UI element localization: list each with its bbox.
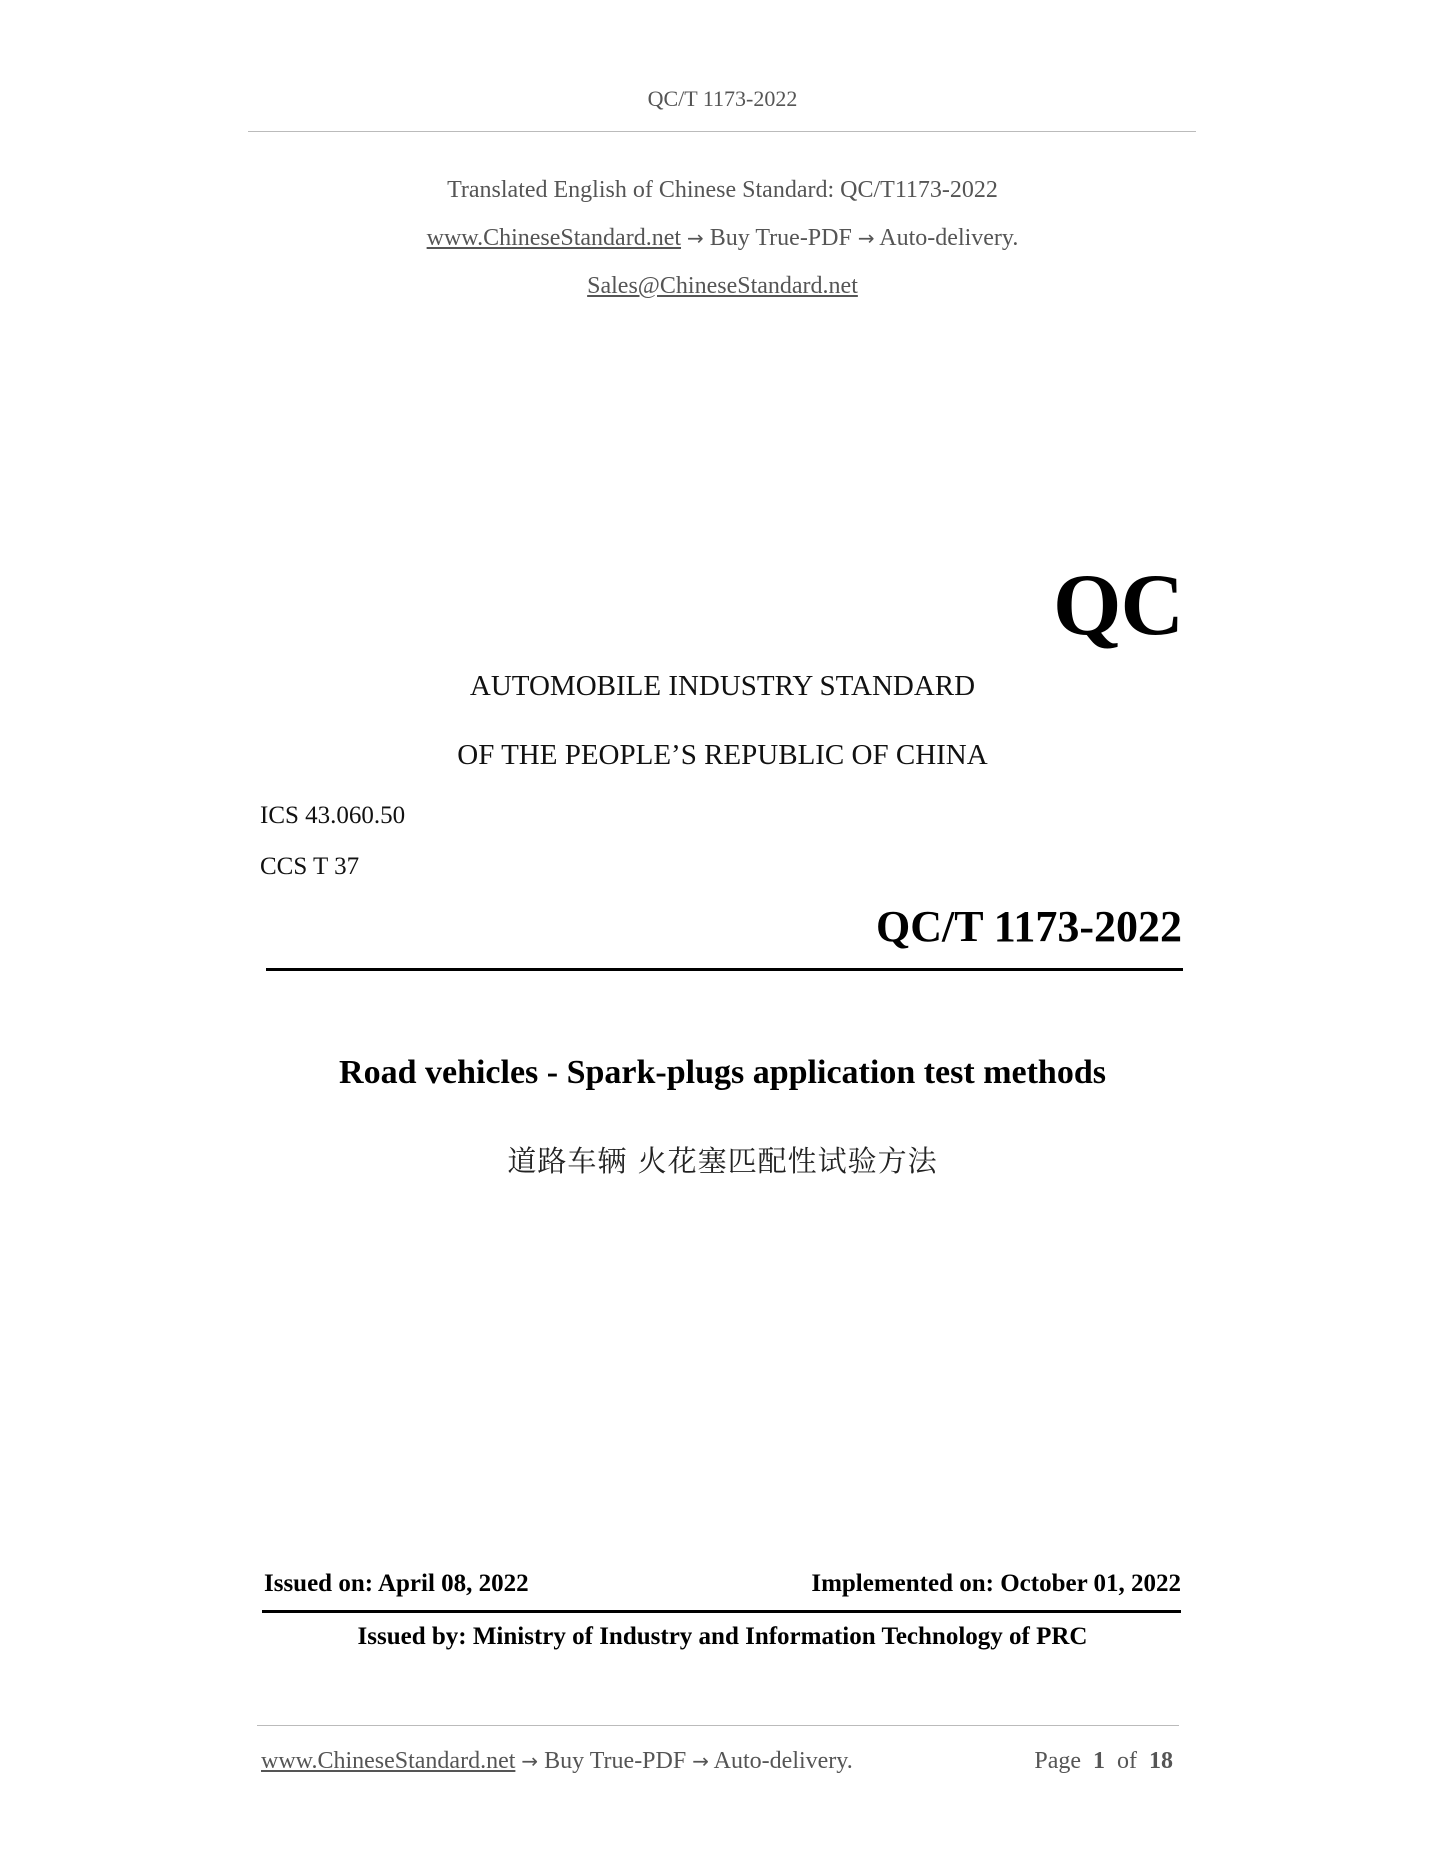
issue-divider [262, 1610, 1181, 1613]
document-title-en: Road vehicles - Spark-plugs application test methods [339, 1054, 1106, 1091]
footer-buy-text: Buy True-PDF [544, 1748, 687, 1774]
email-row [0, 273, 1445, 300]
delivery-text: Auto-delivery. [879, 225, 1019, 251]
purchase-promo [0, 225, 1445, 252]
header-divider [248, 131, 1196, 132]
arrow-right-icon: → [692, 1749, 709, 1773]
footer-site-link[interactable]: www.ChineseStandard.net [261, 1748, 516, 1774]
buy-text: Buy True-PDF [709, 225, 852, 251]
footer-promo [261, 1748, 853, 1775]
issued-on-date: Issued on: April 08, 2022 [264, 1570, 529, 1597]
footer-divider [257, 1725, 1179, 1726]
page-word: Page [1034, 1748, 1081, 1774]
ics-code: ICS 43.060.50 [260, 802, 406, 829]
footer-delivery-text: Auto-delivery. [713, 1748, 853, 1774]
page-indicator [1034, 1748, 1173, 1775]
issued-by: Issued by: Ministry of Industry and Information Technology of PRC [357, 1623, 1088, 1650]
site-link[interactable]: www.ChineseStandard.net [426, 225, 682, 251]
page-total: 18 [1149, 1748, 1173, 1774]
standard-title-line1: AUTOMOBILE INDUSTRY STANDARD [469, 670, 976, 702]
arrow-right-icon: → [521, 1749, 539, 1773]
standard-title-line2: OF THE PEOPLE’S REPUBLIC OF CHINA [457, 739, 988, 771]
document-title-cn: 道路车辆 火花塞匹配性试验方法 [507, 1144, 938, 1178]
standard-number: QC/T 1173-2022 [875, 902, 1182, 951]
page-current: 1 [1093, 1748, 1105, 1774]
sales-email-link[interactable]: Sales@ChineseStandard.net [587, 273, 858, 299]
translation-notice: Translated English of Chinese Standard: QC/T1173-2022 [447, 177, 998, 203]
implemented-on-date: Implemented on: October 01, 2022 [811, 1570, 1181, 1597]
page-header-code: QC/T 1173-2022 [647, 86, 798, 111]
arrow-right-icon: → [857, 226, 875, 250]
ccs-code: CCS T 37 [260, 853, 360, 880]
number-divider [266, 968, 1183, 971]
standard-mark: QC [1053, 557, 1183, 654]
of-word: of [1117, 1748, 1137, 1774]
arrow-right-icon: → [687, 226, 704, 250]
